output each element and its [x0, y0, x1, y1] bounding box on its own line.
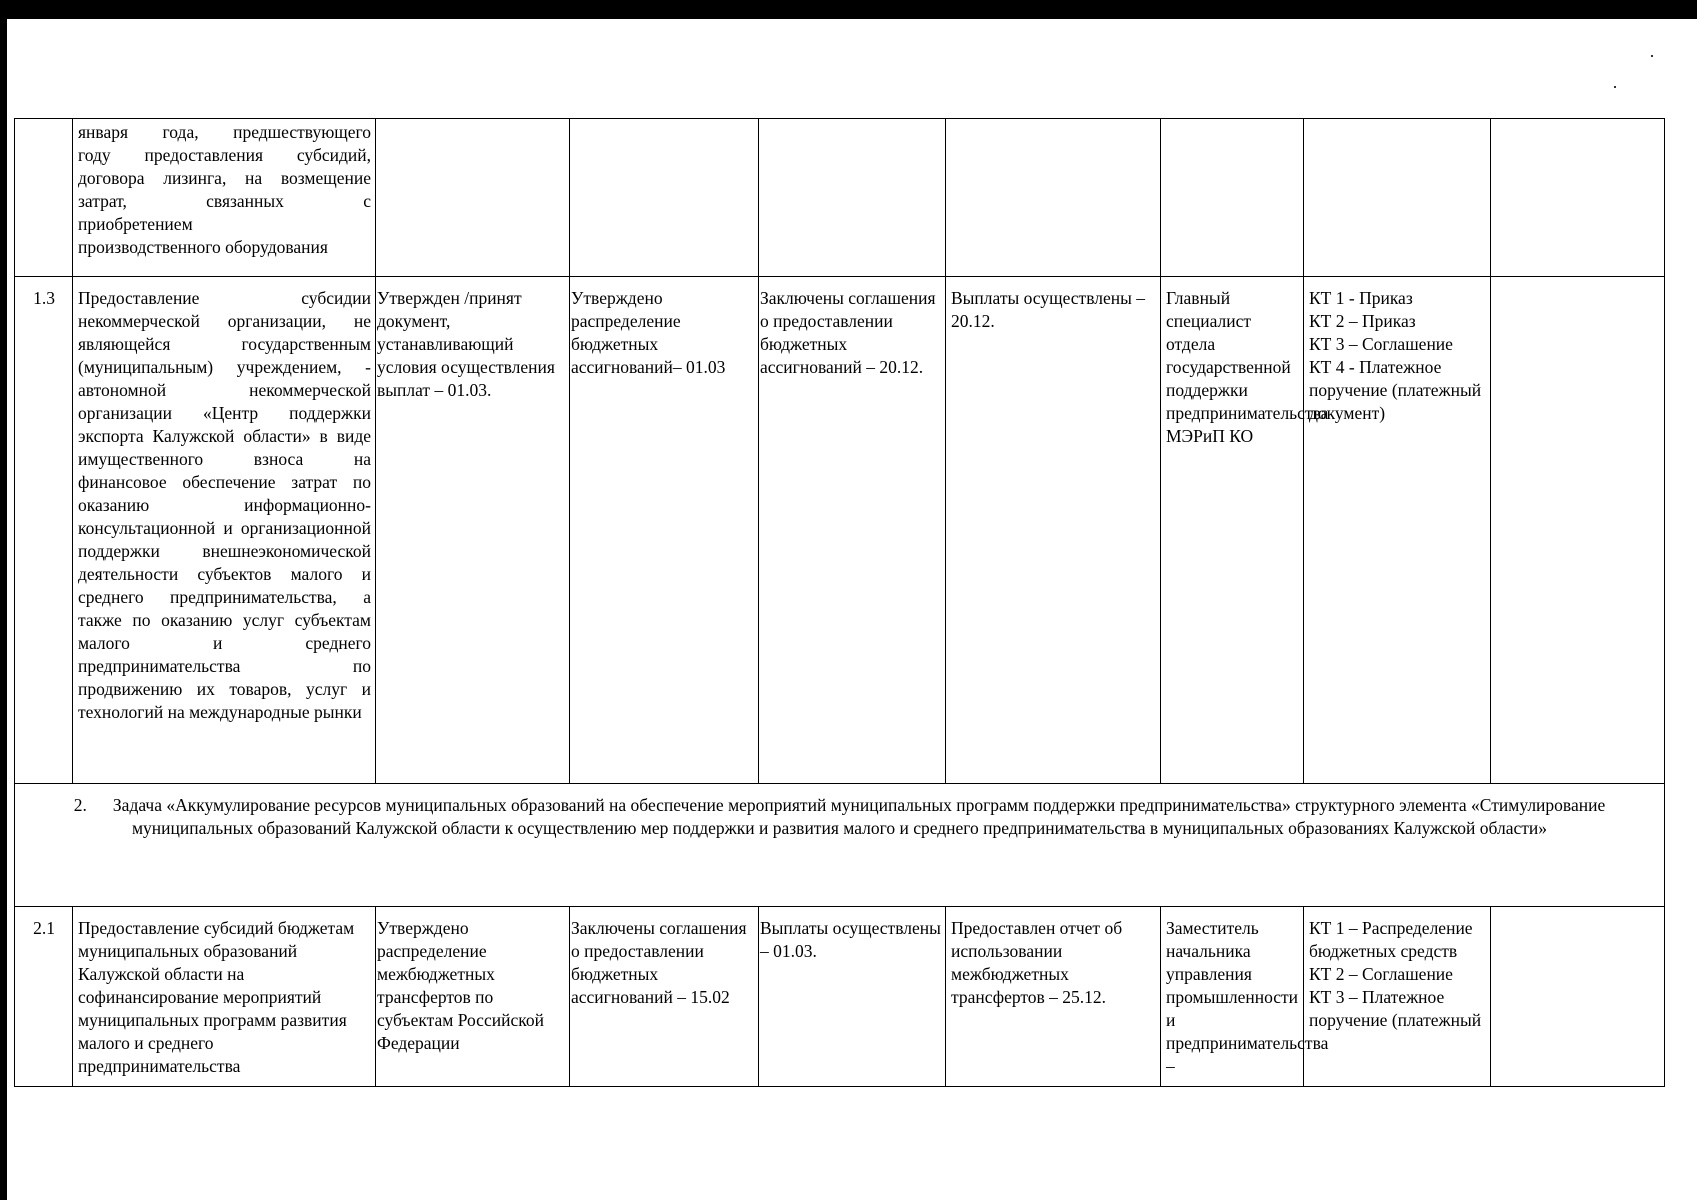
scan-speck — [1651, 55, 1653, 57]
table-row-2-1 — [15, 907, 1665, 1087]
cell-num — [15, 119, 73, 277]
control-point: КТ 1 – Распределение бюджетных средств — [1309, 918, 1473, 961]
scan-top-border — [0, 0, 1697, 19]
cell-document: Утвержден /принят документ, устанавливающий условия осуществления выплат – 01.03. — [376, 277, 570, 784]
scan-left-border — [0, 19, 7, 1200]
cell-report: Предоставлен отчет об использовании межбюджетных трансфертов – 25.12. — [946, 907, 1161, 1087]
task-number: 2. — [73, 795, 87, 815]
table-row-task-2 — [15, 784, 1665, 907]
cell-payments: Выплаты осуществлены – 20.12. — [946, 277, 1161, 784]
text-line: января года, предшествующего — [78, 122, 371, 142]
cell-responsible: Заместитель начальника управления промышленности и предпринимательства – — [1161, 907, 1304, 1087]
cell-empty — [570, 119, 759, 277]
task-heading — [15, 784, 1665, 907]
text-line: приобретением — [78, 214, 193, 234]
table-row-continuation — [15, 119, 1665, 277]
cell-description: Предоставление субсидии некоммерческой организации, не являющейся государственным (муниципальным) учреждением, - автономной некоммерческой организации «Центр поддержки экспорта Калужской области» в виде имущественного взноса на финансовое обеспечение затрат по оказанию информационно-консультационной и организационной поддержки внешнеэкономической деятельности субъектов малого и среднего предпринимательства, а также по оказанию услуг субъектам малого и среднего предпринимательства по продвижению их товаров, услуг и технологий на международные рынки — [73, 277, 376, 784]
plan-table — [14, 118, 1665, 1087]
text-line: производственного оборудования — [78, 237, 328, 257]
cell-empty — [1491, 119, 1665, 277]
cell-agreements: Заключены соглашения о предоставлении бюджетных ассигнований – 15.02 — [570, 907, 759, 1087]
cell-agreements: Заключены соглашения о предоставлении бюджетных ассигнований – 20.12. — [759, 277, 946, 784]
cell-empty — [1304, 119, 1491, 277]
control-point: КТ 3 – Платежное поручение (платежный — [1309, 987, 1482, 1030]
cell-control-points — [1304, 907, 1491, 1087]
text-line: затрат, связанных с — [78, 191, 371, 211]
cell-responsible: Главный специалист отдела государственной поддержки предпринимательства МЭРиП КО — [1161, 277, 1304, 784]
cell-distribution: Утверждено распределение бюджетных ассигнований– 01.03 — [570, 277, 759, 784]
task-text: Задача «Аккумулирование ресурсов муниципальных образований на обеспечение мероприятий муниципальных программ поддержки предпринимательства» структурного элемента «Стимулирование муниципальных образований Калужской области к осуществлению мер поддержки и развития малого и среднего предпринимательства в муниципальных образованиях Калужской области» — [112, 795, 1606, 838]
control-point: КТ 1 - Приказ — [1309, 288, 1413, 308]
cell-empty — [759, 119, 946, 277]
control-point: КТ 3 – Соглашение — [1309, 334, 1453, 354]
cell-description: Предоставление субсидий бюджетам муниципальных образований Калужской области на софинансирование мероприятий муниципальных программ развития малого и среднего предпринимательства — [73, 907, 376, 1087]
control-point: КТ 2 – Соглашение — [1309, 964, 1453, 984]
cell-payments: Выплаты осуществлены – 01.03. — [759, 907, 946, 1087]
cell-num: 2.1 — [15, 907, 73, 1087]
cell-empty — [1161, 119, 1304, 277]
cell-num: 1.3 — [15, 277, 73, 784]
cell-description — [73, 119, 376, 277]
control-point: КТ 2 – Приказ — [1309, 311, 1416, 331]
cell-empty — [946, 119, 1161, 277]
cell-empty — [376, 119, 570, 277]
cell-distribution: Утверждено распределение межбюджетных трансфертов по субъектам Российской Федерации — [376, 907, 570, 1087]
cell-control-points — [1304, 277, 1491, 784]
cell-empty — [1491, 907, 1665, 1087]
table-row-1-3 — [15, 277, 1665, 784]
control-point: КТ 4 - Платежное поручение (платежный документ) — [1309, 357, 1482, 423]
text-line: году предоставления субсидий, — [78, 145, 371, 165]
scan-speck — [1614, 86, 1616, 88]
text-line: договора лизинга, на возмещение — [78, 168, 371, 188]
cell-empty — [1491, 277, 1665, 784]
